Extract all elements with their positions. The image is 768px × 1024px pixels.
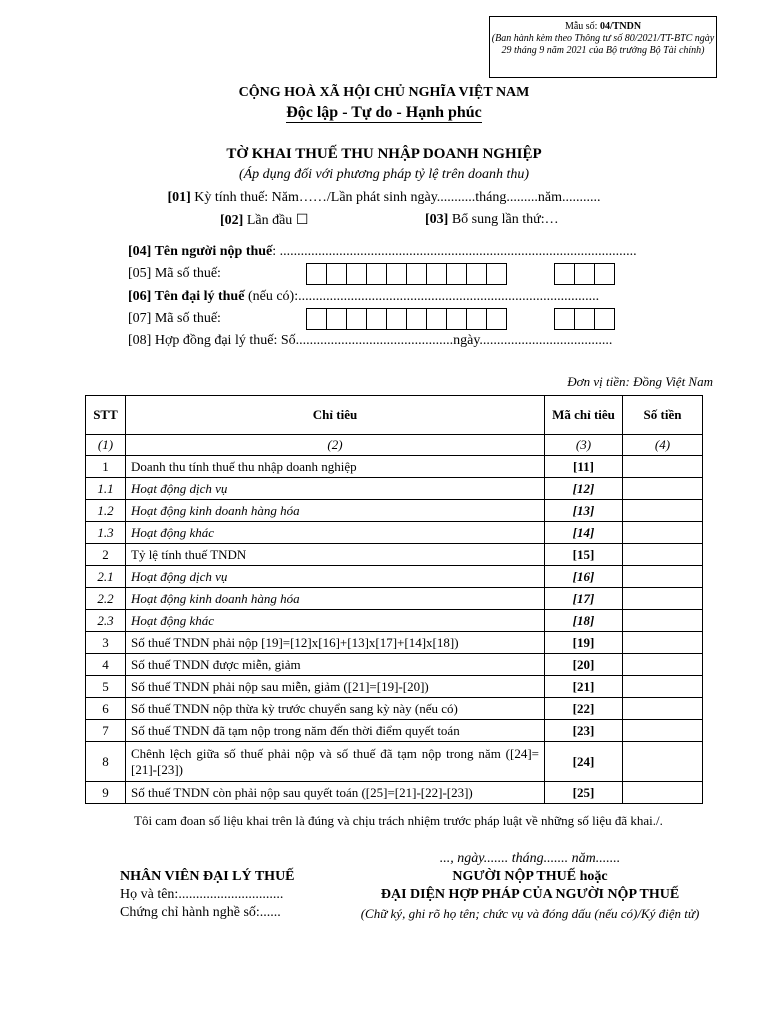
field-code-07: [07] bbox=[128, 311, 152, 326]
currency-unit-note: Đơn vị tiền: Đồng Việt Nam bbox=[567, 374, 713, 389]
row-amount-cell[interactable] bbox=[623, 742, 703, 782]
row-amount-cell[interactable] bbox=[623, 720, 703, 742]
row-label: Hoạt động dịch vụ bbox=[126, 566, 545, 588]
row-amount-cell[interactable] bbox=[623, 676, 703, 698]
col-header-stt: STT bbox=[86, 396, 126, 435]
row-label: Tỷ lệ tính thuế TNDN bbox=[126, 544, 545, 566]
row-stt: 1 bbox=[86, 456, 126, 478]
row-label: Số thuế TNDN đã tạm nộp trong năm đến thời điểm quyết toán bbox=[126, 720, 545, 742]
agent-staff-title: NHÂN VIÊN ĐẠI LÝ THUẾ bbox=[120, 869, 295, 884]
table-row bbox=[86, 500, 703, 522]
row-stt: 6 bbox=[86, 698, 126, 720]
signature-date-line[interactable]: ..., ngày....... tháng....... năm....... bbox=[439, 851, 621, 866]
table-row bbox=[86, 478, 703, 500]
agent-tin-label: Mã số thuế: bbox=[151, 311, 221, 326]
row-code: [15] bbox=[545, 544, 623, 566]
taxpayer-tin-branch-boxes[interactable] bbox=[555, 263, 615, 285]
agent-name-field[interactable] bbox=[128, 289, 599, 305]
row-label: Chênh lệch giữa số thuế phải nộp và số thuế đã tạm nộp trong năm ([24]=[21]-[23]) bbox=[126, 742, 545, 782]
taxpayer-tin-field bbox=[128, 266, 221, 282]
form-code-label: Mẫu số: bbox=[564, 21, 600, 32]
row-stt: 2.2 bbox=[86, 588, 126, 610]
field-code-02: [02] bbox=[220, 213, 244, 228]
tax-indicator-table bbox=[85, 395, 703, 804]
nation-heading: CỘNG HOÀ XÃ HỘI CHỦ NGHĨA VIỆT NAM bbox=[238, 85, 530, 100]
agent-name-label: Tên đại lý thuế bbox=[151, 289, 245, 304]
table-subheader-row bbox=[86, 435, 703, 456]
taxpayer-name-dots[interactable]: : ...................................................................................................... bbox=[272, 244, 637, 259]
col-header-amount: Số tiền bbox=[623, 396, 703, 435]
row-code: [19] bbox=[545, 632, 623, 654]
table-row bbox=[86, 588, 703, 610]
col-header-code: Mã chỉ tiêu bbox=[545, 396, 623, 435]
row-label: Hoạt động khác bbox=[126, 522, 545, 544]
field-code-03: [03] bbox=[425, 212, 449, 227]
row-stt: 7 bbox=[86, 720, 126, 742]
row-label: Hoạt động dịch vụ bbox=[126, 478, 545, 500]
col-index-3: (3) bbox=[545, 435, 623, 456]
first-time-field[interactable] bbox=[220, 212, 308, 229]
row-stt: 1.2 bbox=[86, 500, 126, 522]
supplement-field[interactable] bbox=[425, 212, 559, 228]
agent-staff-name[interactable]: Họ và tên:.............................. bbox=[120, 887, 284, 902]
row-label: Số thuế TNDN được miễn, giảm bbox=[126, 654, 545, 676]
table-row bbox=[86, 676, 703, 698]
row-amount-cell[interactable] bbox=[623, 544, 703, 566]
row-label: Số thuế TNDN nộp thừa kỳ trước chuyển sang kỳ này (nếu có) bbox=[126, 698, 545, 720]
row-stt: 5 bbox=[86, 676, 126, 698]
agent-contract-field[interactable] bbox=[128, 333, 612, 349]
row-code: [25] bbox=[545, 782, 623, 804]
table-row bbox=[86, 742, 703, 782]
page-title: TỜ KHAI THUẾ THU NHẬP DOANH NGHIỆP bbox=[226, 146, 542, 162]
row-amount-cell[interactable] bbox=[623, 500, 703, 522]
table-row bbox=[86, 566, 703, 588]
row-amount-cell[interactable] bbox=[623, 782, 703, 804]
first-time-label: Lần đầu bbox=[243, 213, 296, 228]
col-index-4: (4) bbox=[623, 435, 703, 456]
field-code-04: [04] bbox=[128, 244, 152, 259]
form-code: 04/TNDN bbox=[599, 21, 642, 32]
row-code: [20] bbox=[545, 654, 623, 676]
row-amount-cell[interactable] bbox=[623, 632, 703, 654]
row-label: Doanh thu tính thuế thu nhập doanh nghiệp bbox=[126, 456, 545, 478]
taxpayer-sign-title-1: NGƯỜI NỘP THUẾ hoặc bbox=[452, 869, 608, 884]
table-row bbox=[86, 544, 703, 566]
col-index-2: (2) bbox=[126, 435, 545, 456]
row-code: [13] bbox=[545, 500, 623, 522]
field-code-01: [01] bbox=[167, 190, 191, 205]
tax-period-line bbox=[0, 190, 768, 206]
taxpayer-sign-title-2: ĐẠI DIỆN HỢP PHÁP CỦA NGƯỜI NỘP THUẾ bbox=[380, 887, 680, 902]
agent-staff-certificate[interactable]: Chứng chỉ hành nghề số:...... bbox=[120, 905, 281, 920]
row-amount-cell[interactable] bbox=[623, 478, 703, 500]
agent-tin-branch-boxes[interactable] bbox=[555, 308, 615, 330]
taxpayer-tin-label: Mã số thuế: bbox=[151, 266, 221, 281]
agent-tin-field bbox=[128, 311, 221, 327]
row-label: Số thuế TNDN phải nộp sau miễn, giảm ([21]=[19]-[20]) bbox=[126, 676, 545, 698]
row-code: [22] bbox=[545, 698, 623, 720]
field-code-06: [06] bbox=[128, 289, 152, 304]
row-amount-cell[interactable] bbox=[623, 522, 703, 544]
table-row bbox=[86, 632, 703, 654]
row-code: [18] bbox=[545, 610, 623, 632]
table-row bbox=[86, 522, 703, 544]
row-stt: 8 bbox=[86, 742, 126, 782]
row-stt: 2 bbox=[86, 544, 126, 566]
motto: Độc lập - Tự do - Hạnh phúc bbox=[286, 104, 482, 121]
first-time-checkbox[interactable]: ☐ bbox=[295, 213, 309, 228]
row-stt: 9 bbox=[86, 782, 126, 804]
row-code: [24] bbox=[545, 742, 623, 782]
page-subtitle: (Áp dụng đối với phương pháp tỷ lệ trên doanh thu) bbox=[238, 167, 530, 182]
table-row bbox=[86, 698, 703, 720]
row-label: Số thuế TNDN còn phải nộp sau quyết toán ([25]=[21]-[22]-[23]) bbox=[126, 782, 545, 804]
row-code: [11] bbox=[545, 456, 623, 478]
col-header-indicator: Chỉ tiêu bbox=[126, 396, 545, 435]
form-code-box bbox=[489, 16, 717, 78]
row-stt: 3 bbox=[86, 632, 126, 654]
agent-contract-text[interactable]: Hợp đồng đại lý thuế: Số.............................................ngày...................................... bbox=[151, 333, 613, 348]
row-label: Hoạt động kinh doanh hàng hóa bbox=[126, 588, 545, 610]
row-code: [16] bbox=[545, 566, 623, 588]
row-stt: 2.3 bbox=[86, 610, 126, 632]
row-stt: 2.1 bbox=[86, 566, 126, 588]
row-amount-cell[interactable] bbox=[623, 566, 703, 588]
row-label: Hoạt động khác bbox=[126, 610, 545, 632]
row-amount-cell[interactable] bbox=[623, 588, 703, 610]
col-index-1: (1) bbox=[86, 435, 126, 456]
form-issued-note: (Ban hành kèm theo Thông tư số 80/2021/TT-BTC ngày 29 tháng 9 năm 2021 của Bộ trưởng Bộ Tài chính) bbox=[491, 33, 715, 56]
agent-name-dots[interactable]: (nếu có):...................................................................................... bbox=[244, 289, 600, 304]
row-amount-cell[interactable] bbox=[623, 698, 703, 720]
field-code-08: [08] bbox=[128, 333, 152, 348]
table-row bbox=[86, 782, 703, 804]
taxpayer-name-field[interactable] bbox=[128, 244, 637, 260]
row-code: [14] bbox=[545, 522, 623, 544]
taxpayer-sign-note: (Chữ ký, ghi rõ họ tên; chức vụ và đóng dấu (nếu có)/Ký điện tử) bbox=[360, 906, 700, 921]
row-stt: 1.3 bbox=[86, 522, 126, 544]
row-code: [12] bbox=[545, 478, 623, 500]
row-code: [17] bbox=[545, 588, 623, 610]
table-row bbox=[86, 654, 703, 676]
table-row bbox=[86, 610, 703, 632]
row-amount-cell[interactable] bbox=[623, 456, 703, 478]
taxpayer-tin-boxes[interactable] bbox=[307, 263, 507, 285]
pledge-statement: Tôi cam đoan số liệu khai trên là đúng và chịu trách nhiệm trước pháp luật về những số liệu đã khai./. bbox=[134, 813, 663, 828]
taxpayer-name-label: Tên người nộp thuế bbox=[151, 244, 273, 259]
row-amount-cell[interactable] bbox=[623, 610, 703, 632]
row-label: Số thuế TNDN phải nộp [19]=[12]x[16]+[13]x[17]+[14]x[18]) bbox=[126, 632, 545, 654]
table-row bbox=[86, 720, 703, 742]
row-label: Hoạt động kinh doanh hàng hóa bbox=[126, 500, 545, 522]
row-code: [21] bbox=[545, 676, 623, 698]
row-amount-cell[interactable] bbox=[623, 654, 703, 676]
row-code: [23] bbox=[545, 720, 623, 742]
table-row bbox=[86, 456, 703, 478]
table-header-row bbox=[86, 396, 703, 435]
row-stt: 1.1 bbox=[86, 478, 126, 500]
tax-period-text: Kỳ tính thuế: Năm……/Lần phát sinh ngày...........tháng.........năm........... bbox=[190, 190, 601, 205]
agent-tin-boxes[interactable] bbox=[307, 308, 507, 330]
field-code-05: [05] bbox=[128, 266, 152, 281]
supplement-label: Bổ sung lần thứ:… bbox=[448, 212, 559, 227]
row-stt: 4 bbox=[86, 654, 126, 676]
